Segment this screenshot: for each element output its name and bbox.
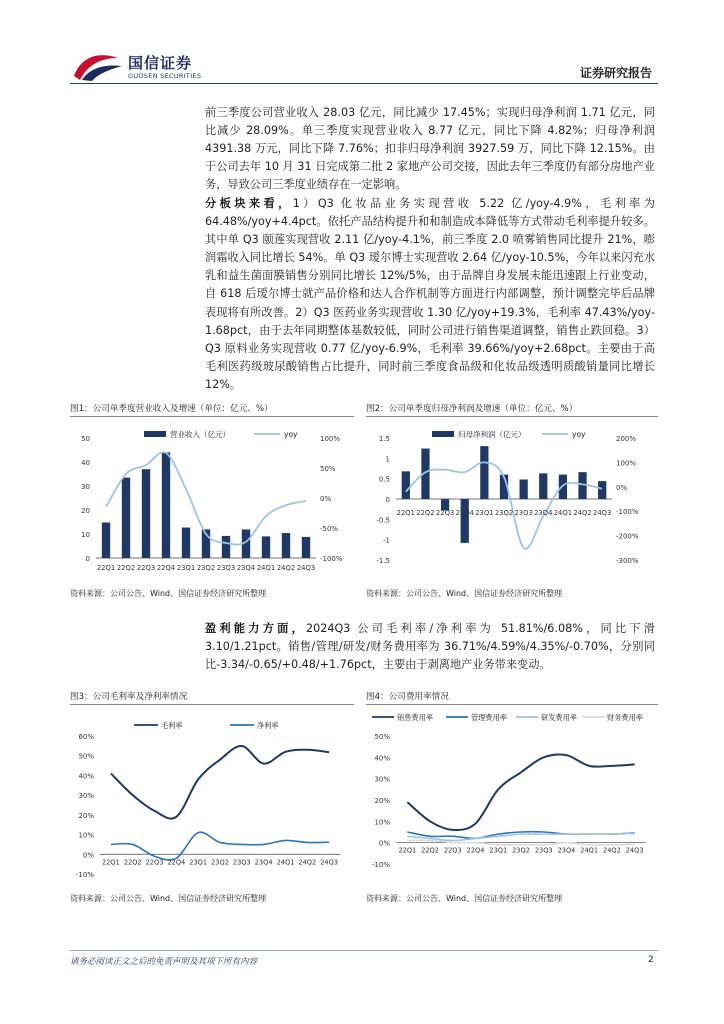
y-left-tick-label: 1 <box>385 455 390 464</box>
x-tick-label: 24Q3 <box>296 564 316 572</box>
legend-label-1: 销售费用率 <box>397 713 433 722</box>
x-tick-label: 23Q1 <box>189 858 208 867</box>
fig1-source: 资料来源：公司公告、Wind、国信证券经济研究所整理 <box>70 589 267 598</box>
paragraph-results: 前三季度公司营业收入 28.03 亿元，同比减少 17.45%；实现归母净利润 1.71 亿元，同比减少 28.09%。单三季度实现营业收入 8.77 亿元，同比下降 4.82%；归母净利润 4391.38 万元，同比下降 7.76%；扣非归母净利润 3927.59 万，同比下降 12.15%。由于公司去年 10 月 31 日完成第二批 2 家地产公司交接，因此去年三季度仍有部分房地产业务，导致公司三季度业绩存在一定影响。 <box>205 106 655 192</box>
legend-label-3: 研发费用率 <box>541 713 577 722</box>
y-tick-label: 60% <box>78 733 94 741</box>
y-left-tick-label: 0.5 <box>378 475 390 484</box>
legend-line-label: yoy <box>572 430 586 439</box>
fig3-caption: 图3：公司毛利率及净利率情况 <box>70 692 188 702</box>
y-right-tick-label: 100% <box>320 435 341 443</box>
y-right-tick-label: -100% <box>616 508 639 517</box>
bar-24Q1 <box>262 536 270 558</box>
x-tick-label: 22Q4 <box>455 509 474 517</box>
x-tick-label: 22Q2 <box>123 858 142 867</box>
x-tick-label: 23Q3 <box>514 509 533 517</box>
legend-bar-swatch <box>144 431 166 437</box>
x-tick-label: 23Q2 <box>512 846 530 855</box>
y-right-tick-label: 100% <box>616 459 637 468</box>
bar-24Q3 <box>302 537 310 558</box>
x-tick-label: 22Q3 <box>435 509 455 517</box>
bar-23Q4 <box>539 473 547 499</box>
logo-subtitle: GUOSEN SECURITIES <box>128 72 202 80</box>
y-left-tick-label: 0 <box>85 555 90 563</box>
paragraph-profitability <box>205 620 655 674</box>
x-tick-label: 23Q4 <box>236 564 256 572</box>
x-tick-label: 23Q4 <box>254 858 273 867</box>
x-tick-label: 24Q2 <box>603 846 621 855</box>
bar-24Q2 <box>282 533 290 558</box>
y-left-tick-label: 0 <box>385 496 390 504</box>
x-tick-label: 23Q3 <box>534 846 553 855</box>
fig3-chart <box>70 708 354 884</box>
x-tick-label: 22Q4 <box>156 564 176 572</box>
y-right-tick-label: -50% <box>320 525 339 533</box>
x-tick-label: 23Q2 <box>211 858 229 867</box>
series-line-1 <box>111 746 329 819</box>
y-right-tick-label: -200% <box>616 532 639 541</box>
x-tick-label: 24Q2 <box>573 509 592 517</box>
y-right-tick-label: -100% <box>320 555 343 563</box>
x-tick-label: 23Q3 <box>232 858 251 867</box>
fig2-source: 资料来源：公司公告、Wind、国信证券经济研究所整理 <box>366 589 563 598</box>
y-right-tick-label: 0% <box>616 483 628 492</box>
legend-label-2: 净利率 <box>257 721 279 730</box>
bar-22Q3 <box>142 469 150 558</box>
y-tick-label: 50% <box>78 752 94 761</box>
y-tick-label: -10% <box>75 871 94 879</box>
legend-line-label: yoy <box>284 430 298 439</box>
fig3-source: 资料来源：公司公告、Wind、国信证券经济研究所整理 <box>70 894 267 903</box>
fig4-source: 资料来源：公司公告、Wind、国信证券经济研究所整理 <box>366 894 563 903</box>
yoy-line <box>406 462 602 548</box>
x-tick-label: 23Q1 <box>489 846 508 855</box>
fig4-chart <box>366 708 658 884</box>
header-divider <box>70 83 658 84</box>
x-tick-label: 22Q3 <box>145 858 164 867</box>
x-tick-label: 24Q1 <box>580 846 599 855</box>
y-tick-label: 20% <box>78 811 94 820</box>
footer-divider <box>70 950 658 951</box>
bar-23Q1 <box>182 528 190 558</box>
bar-22Q2 <box>122 478 130 558</box>
fig3-caption-line <box>70 704 354 705</box>
bar-22Q4 <box>461 499 469 543</box>
x-tick-label: 23Q2 <box>196 564 216 572</box>
x-tick-label: 22Q3 <box>443 846 462 855</box>
x-tick-label: 24Q3 <box>320 858 338 867</box>
y-tick-label: 10% <box>78 831 94 840</box>
legend-bar-label: 营业收入（亿元） <box>170 430 230 439</box>
bar-23Q3 <box>222 536 230 558</box>
fig4-caption: 图4：公司费用率情况 <box>366 692 449 702</box>
y-tick-label: 30% <box>374 775 390 784</box>
y-left-tick-label: 1.5 <box>378 435 390 443</box>
x-tick-label: 24Q1 <box>276 858 295 867</box>
x-tick-label: 22Q2 <box>116 564 136 572</box>
series-line-1 <box>407 754 634 829</box>
report-title: 证券研究报告 <box>580 66 653 80</box>
bar-22Q1 <box>402 471 410 499</box>
fig1-chart <box>70 420 354 580</box>
logo-mark-icon <box>72 50 124 82</box>
series-line-2 <box>407 832 634 839</box>
y-tick-label: -10% <box>371 861 390 869</box>
x-tick-label: 22Q1 <box>398 846 417 855</box>
x-tick-label: 22Q1 <box>96 564 116 572</box>
logo-text: 国信证券 <box>128 54 193 72</box>
y-left-tick-label: -1 <box>383 536 390 545</box>
bar-23Q3 <box>520 479 528 499</box>
y-tick-label: 0% <box>82 851 94 860</box>
x-tick-label: 23Q2 <box>494 509 514 517</box>
legend-label-1: 毛利率 <box>161 721 183 730</box>
fig1-caption-line <box>70 416 354 417</box>
x-tick-label: 24Q1 <box>553 509 573 517</box>
y-left-tick-label: 10 <box>81 531 90 539</box>
x-tick-label: 22Q2 <box>416 509 435 517</box>
segments-lead: 分板块来看， <box>205 197 293 210</box>
bar-24Q3 <box>598 481 606 499</box>
x-tick-label: 24Q1 <box>256 564 276 572</box>
bar-23Q1 <box>480 446 488 499</box>
legend-bar-label: 归母净利润（亿元） <box>458 430 526 439</box>
x-tick-label: 23Q1 <box>176 564 196 572</box>
profitability-body: 2024Q3 公司毛利率/净利率为 51.81%/6.08%，同比下滑 3.10/1.21pct。销售/管理/研发/财务费用率为 36.71%/4.59%/4.35%/-0.70%，分别同比-3.34/-0.65/+0.48/+1.76pct，主要由于剥离地产业务带来变动。 <box>205 622 655 672</box>
x-tick-label: 23Q3 <box>216 564 236 572</box>
x-tick-label: 22Q4 <box>167 858 186 867</box>
y-tick-label: 0% <box>378 839 390 848</box>
fig1-caption: 图1：公司单季度营业收入及增速（单位：亿元、%） <box>70 404 273 414</box>
paragraph-segments <box>205 195 655 394</box>
fig4-caption-line <box>366 704 658 705</box>
y-left-tick-label: 50 <box>81 435 90 443</box>
footer-disclaimer: 请务必阅读正文之后的免责声明及其项下所有内容 <box>70 957 258 967</box>
y-right-tick-label: -300% <box>616 557 639 565</box>
legend-label-4: 财务费用率 <box>607 713 643 722</box>
y-right-tick-label: 200% <box>616 435 637 443</box>
x-tick-label: 23Q1 <box>475 509 494 517</box>
fig2-caption: 图2：公司单季度归母净利润及增速（单位：亿元、%） <box>366 404 578 414</box>
x-tick-label: 22Q4 <box>466 846 485 855</box>
x-tick-label: 24Q2 <box>298 858 317 867</box>
legend-bar-swatch <box>432 431 454 437</box>
y-left-tick-label: 20 <box>81 507 90 515</box>
x-tick-label: 22Q1 <box>396 509 415 517</box>
legend-label-2: 管理费用率 <box>471 713 507 722</box>
bar-22Q1 <box>102 522 110 558</box>
x-tick-label: 23Q4 <box>534 509 553 517</box>
segments-body: 1）Q3 化妆品业务实现营收 5.22 亿/yoy-4.9%，毛利率为 64.48%/yoy+4.4pct。依托产品结构提升和和制造成本降低等方式带动毛利率提升较多。其中单 Q3 颐莲实现营收 2.11 亿/yoy-4.1%，前三季度 2.0 喷雾销售同比提升 21%，嘭润霜收入同比增长 54%。单 Q3 瑷尔博士实现营收 2.64 亿/yoy-10.5%，今年以来闪充水乳和益生菌面膜销售分别同比增长 12%/5%，由于品牌自身发展未能迅速跟上行业变动，自 618 后瑷尔博士就产品价格和达人合作机制等方面进行内部调整，预计调整完毕后品牌表现将有所改善。2）Q3 医药业务实现营收 1.30 亿/yoy+19.3%，毛利率 47.43%/yoy-1.68pct，由于去年同期整体基数较低，同时公司进行销售渠道调整，销售止跌回稳。3）Q3 原料业务实现营收 0.77 亿/yoy-6.9%，毛利率 39.66%/yoy+2.68pct。主要由于高毛利医药级玻尿酸销售占比提升，同时前三季度食品级和化妆品级透明质酸销量同比增长 12%。 <box>205 197 655 391</box>
profitability-lead: 盈利能力方面， <box>205 622 307 635</box>
x-tick-label: 22Q1 <box>102 858 120 867</box>
x-tick-label: 24Q2 <box>276 564 296 572</box>
page-number: 2 <box>648 955 654 965</box>
x-tick-label: 22Q3 <box>136 564 156 572</box>
fig2-caption-line <box>366 416 658 417</box>
bar-22Q4 <box>162 452 170 558</box>
x-tick-label: 23Q4 <box>557 846 576 855</box>
fig2-chart <box>366 420 658 580</box>
y-tick-label: 20% <box>374 797 390 805</box>
series-line-2 <box>111 832 329 860</box>
y-tick-label: 40% <box>78 772 94 781</box>
y-right-tick-label: 0% <box>320 495 332 503</box>
x-tick-label: 22Q2 <box>421 846 439 855</box>
y-left-tick-label: -1.5 <box>376 557 390 565</box>
y-tick-label: 30% <box>78 792 94 801</box>
bar-24Q1 <box>559 475 567 499</box>
y-right-tick-label: 50% <box>320 465 336 473</box>
y-left-tick-label: 30 <box>81 483 90 491</box>
y-left-tick-label: -0.5 <box>376 516 390 525</box>
x-tick-label: 24Q3 <box>593 509 612 517</box>
y-tick-label: 50% <box>374 733 390 741</box>
y-tick-label: 10% <box>374 818 390 827</box>
y-left-tick-label: 40 <box>81 459 90 467</box>
y-tick-label: 40% <box>374 754 390 763</box>
x-tick-label: 24Q3 <box>625 846 644 855</box>
